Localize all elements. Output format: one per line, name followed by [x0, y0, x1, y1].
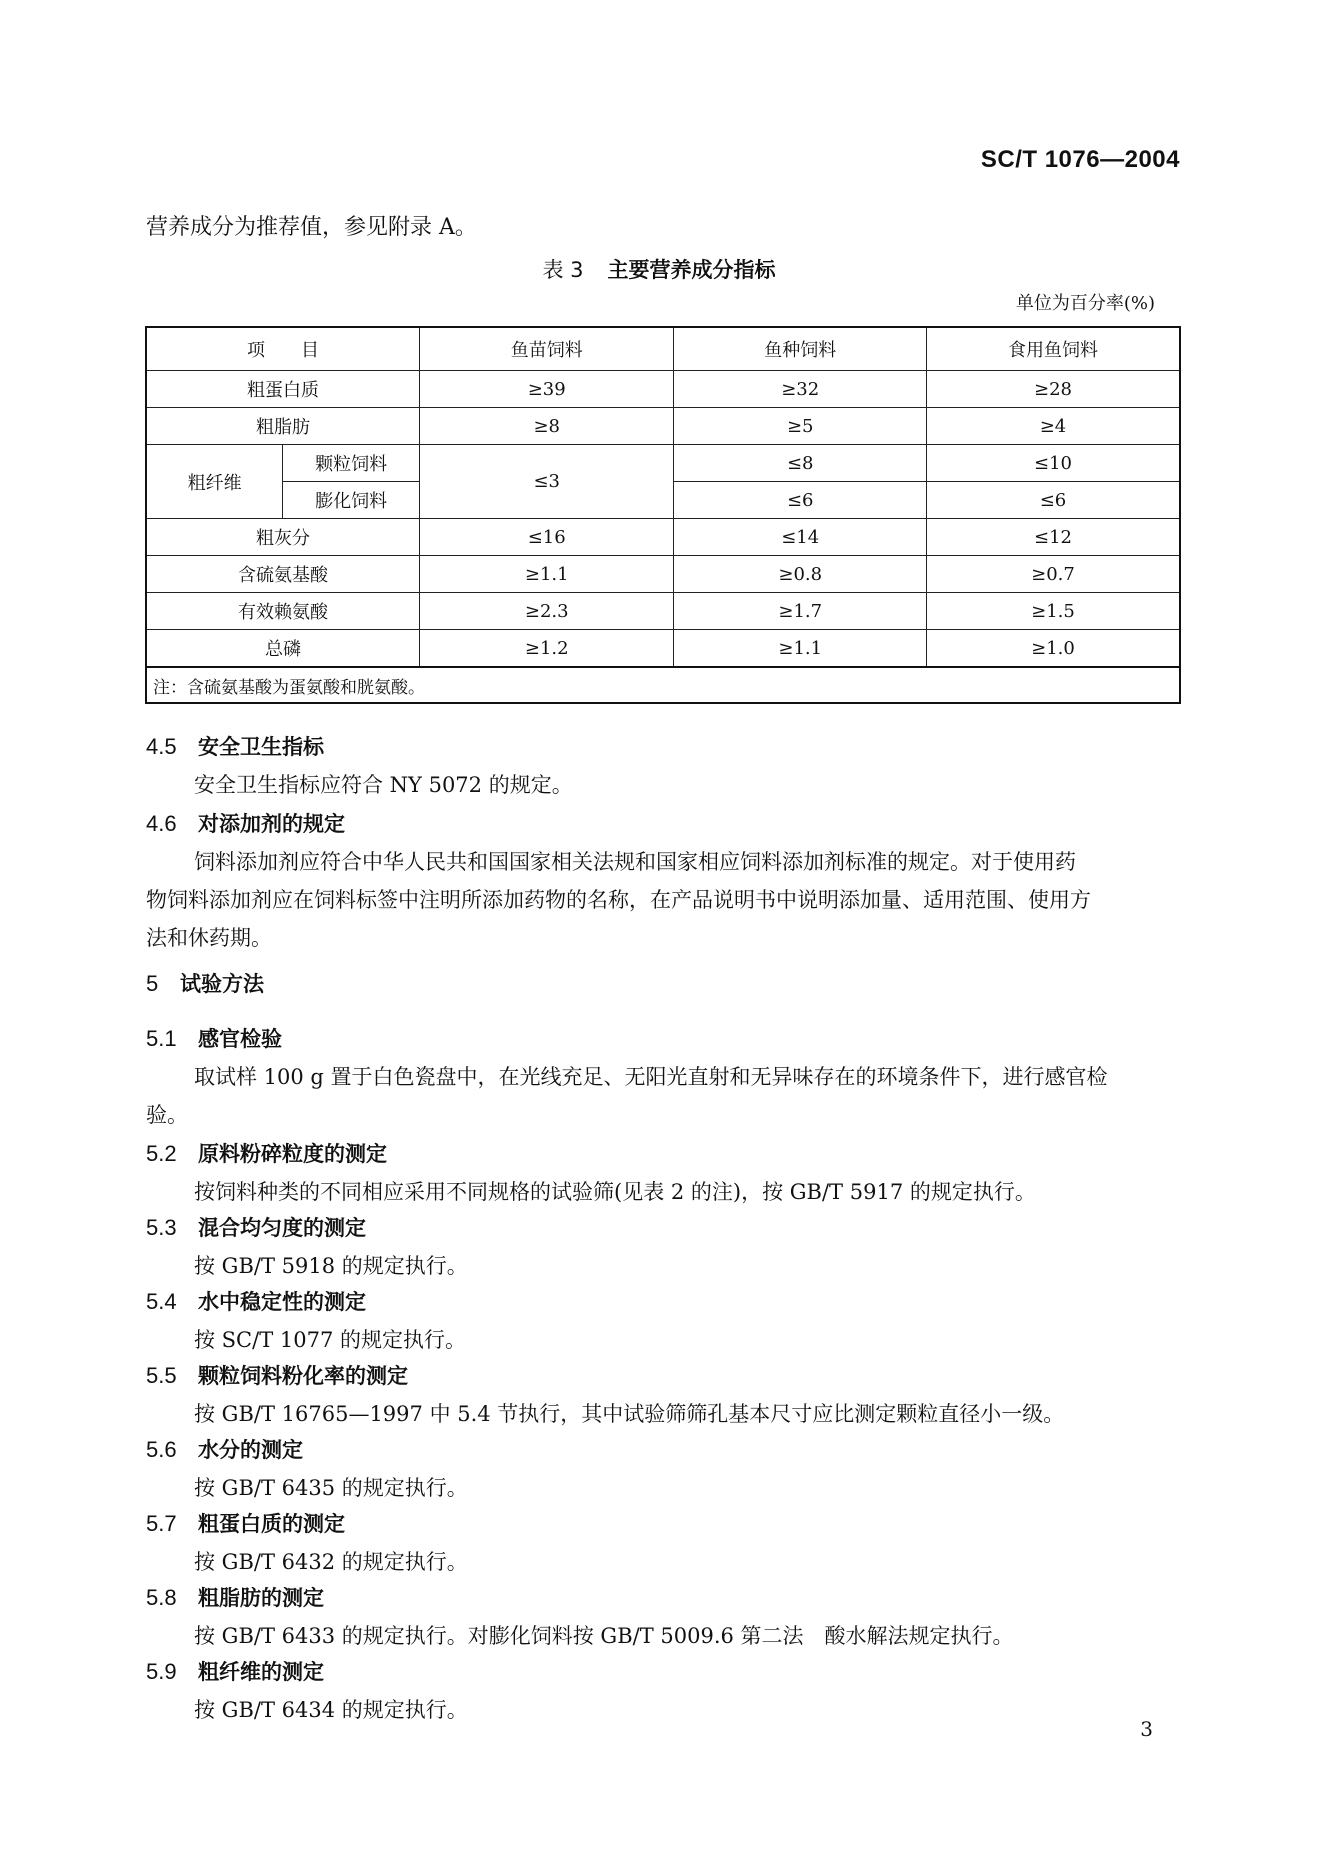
cell: ≥39 [419, 371, 674, 408]
section-title: 原料粉碎粒度的测定 [198, 1142, 387, 1166]
cell: ≤6 [926, 482, 1180, 519]
table-title: 主要营养成分指标 [607, 258, 776, 282]
cell: ≤8 [674, 445, 927, 482]
table-note-row [146, 667, 1180, 703]
cell: ≥2.3 [419, 593, 674, 630]
section-body: 按 SC/T 1077 的规定执行。 [194, 1328, 467, 1352]
section-body: 按 GB/T 6432 的规定执行。 [194, 1550, 468, 1574]
table-header-row [146, 327, 1180, 371]
section-title: 水中稳定性的测定 [198, 1290, 366, 1314]
section-heading [146, 808, 345, 838]
cell: ≥28 [926, 371, 1180, 408]
header-food-fish-feed: 食用鱼饲料 [926, 327, 1180, 371]
row-label: 粗脂肪 [146, 408, 419, 445]
section-title: 颗粒饲料粉化率的测定 [198, 1364, 408, 1388]
table-row [146, 371, 1180, 408]
section-number: 5.7 [146, 1511, 177, 1536]
section-heading [146, 1023, 282, 1053]
cell: ≥1.0 [926, 630, 1180, 668]
section-number: 4.6 [146, 811, 177, 836]
section-heading [146, 1582, 324, 1612]
cell: ≥1.2 [419, 630, 674, 668]
section-title: 感官检验 [198, 1027, 282, 1051]
cell: ≥1.5 [926, 593, 1180, 630]
section-heading [146, 1212, 366, 1242]
table-unit: 单位为百分率(%) [1015, 293, 1155, 314]
body-line: 取试样 100 g 置于白色瓷盘中，在光线充足、无阳光直射和无异味存在的环境条件下，进行感官检 [194, 1065, 1108, 1089]
row-sublabel: 颗粒饲料 [283, 445, 420, 482]
section-body: 按饲料种类的不同相应采用不同规格的试验筛(见表 2 的注)，按 GB/T 5917 的规定执行。 [194, 1180, 1036, 1204]
body-line: 验。 [146, 1103, 188, 1127]
standard-code: SC/T 1076—2004 [980, 146, 1180, 173]
table-row [146, 445, 1180, 482]
section-heading [146, 1508, 345, 1538]
cell: ≤16 [419, 519, 674, 556]
section-body: 安全卫生指标应符合 NY 5072 的规定。 [194, 773, 573, 797]
section-title: 混合均匀度的测定 [198, 1216, 366, 1240]
cell: ≤10 [926, 445, 1180, 482]
section-heading [146, 731, 324, 761]
nutrient-table [145, 326, 1181, 704]
row-label: 粗纤维 [146, 445, 283, 519]
section-number: 5.4 [146, 1289, 177, 1314]
section-heading [146, 1656, 324, 1686]
cell: ≥1.1 [419, 556, 674, 593]
section-body [146, 843, 1184, 957]
table-row [146, 593, 1180, 630]
cell: ≥5 [674, 408, 927, 445]
row-label: 有效赖氨酸 [146, 593, 419, 630]
intro-text: 营养成分为推荐值，参见附录 A。 [146, 215, 477, 240]
cell: ≤3 [419, 445, 674, 519]
section-heading [146, 1138, 387, 1168]
cell: ≥8 [419, 408, 674, 445]
section-number: 5 [146, 971, 159, 996]
cell: ≥4 [926, 408, 1180, 445]
body-line: 饲料添加剂应符合中华人民共和国国家相关法规和国家相应饲料添加剂标准的规定。对于使用药 [194, 850, 1076, 874]
section-number: 5.6 [146, 1437, 177, 1462]
cell: ≤6 [674, 482, 927, 519]
row-sublabel: 膨化饲料 [283, 482, 420, 519]
row-label: 粗蛋白质 [146, 371, 419, 408]
row-label: 含硫氨基酸 [146, 556, 419, 593]
section-heading [146, 1434, 303, 1464]
cell: ≥32 [674, 371, 927, 408]
section-body: 按 GB/T 6433 的规定执行。对膨化饲料按 GB/T 5009.6 第二法 酸水解法规定执行。 [194, 1624, 1014, 1648]
section-heading [146, 1360, 408, 1390]
header-fry-feed: 鱼苗饲料 [419, 327, 674, 371]
section-number: 5.9 [146, 1659, 177, 1684]
section-title: 安全卫生指标 [198, 735, 324, 759]
body-line: 法和休药期。 [146, 926, 272, 950]
section-number: 5.8 [146, 1585, 177, 1610]
cell: ≤14 [674, 519, 927, 556]
section-title: 粗脂肪的测定 [198, 1586, 324, 1610]
section-body [146, 1058, 1184, 1134]
table-row [146, 630, 1180, 668]
section-number: 5.5 [146, 1363, 177, 1388]
section-number: 4.5 [146, 734, 177, 759]
section-body: 按 GB/T 6434 的规定执行。 [194, 1698, 468, 1722]
section-title: 对添加剂的规定 [198, 812, 345, 836]
section-title: 粗蛋白质的测定 [198, 1512, 345, 1536]
section-title: 水分的测定 [198, 1438, 303, 1462]
section-number: 5.1 [146, 1026, 177, 1051]
section-number: 5.2 [146, 1141, 177, 1166]
table-row [146, 408, 1180, 445]
section-body: 按 GB/T 5918 的规定执行。 [194, 1254, 468, 1278]
page-number: 3 [1140, 1717, 1153, 1741]
section-title: 试验方法 [180, 972, 264, 996]
cell: ≥1.1 [674, 630, 927, 668]
body-line: 物饲料添加剂应在饲料标签中注明所添加药物的名称，在产品说明书中说明添加量、适用范围、使用方 [146, 888, 1091, 912]
section-body: 按 GB/T 6435 的规定执行。 [194, 1476, 468, 1500]
section-body: 按 GB/T 16765—1997 中 5.4 节执行，其中试验筛筛孔基本尺寸应比测定颗粒直径小一级。 [194, 1402, 1065, 1426]
cell: ≤12 [926, 519, 1180, 556]
table-row [146, 519, 1180, 556]
table-number: 表 3 [542, 258, 584, 282]
section-heading [146, 1286, 366, 1316]
cell: ≥1.7 [674, 593, 927, 630]
section-heading [146, 968, 264, 998]
table-caption [0, 254, 1318, 284]
cell: ≥0.7 [926, 556, 1180, 593]
header-item: 项 目 [146, 327, 419, 371]
cell: ≥0.8 [674, 556, 927, 593]
header-fingerling-feed: 鱼种饲料 [674, 327, 927, 371]
section-number: 5.3 [146, 1215, 177, 1240]
table-row [146, 556, 1180, 593]
row-label: 总磷 [146, 630, 419, 668]
section-title: 粗纤维的测定 [198, 1660, 324, 1684]
row-label: 粗灰分 [146, 519, 419, 556]
table-note: 注：含硫氨基酸为蛋氨酸和胱氨酸。 [146, 667, 1180, 703]
